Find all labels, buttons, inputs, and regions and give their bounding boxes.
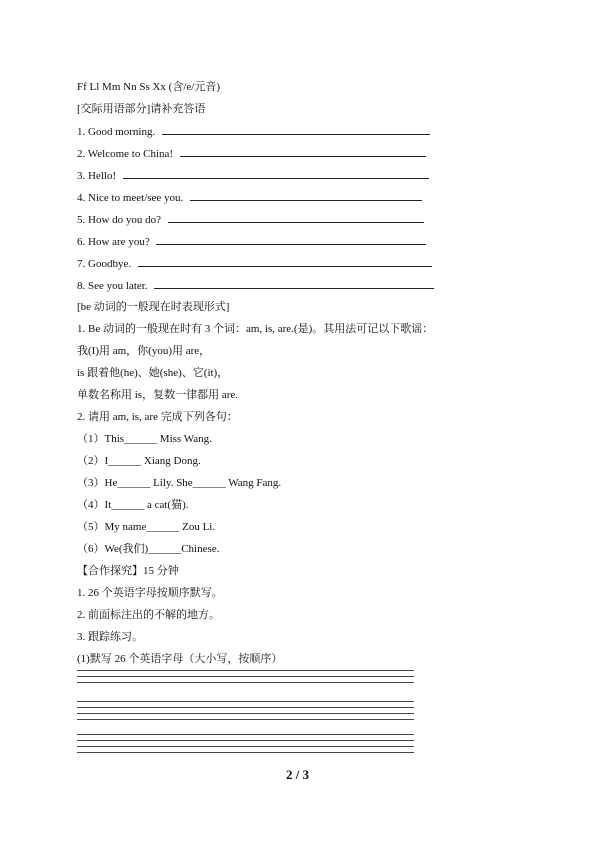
writing-line[interactable] bbox=[77, 719, 414, 720]
writing-line[interactable] bbox=[77, 676, 414, 677]
answer-blank[interactable] bbox=[154, 278, 434, 289]
writing-line[interactable] bbox=[77, 734, 414, 735]
answer-blank[interactable] bbox=[168, 212, 424, 223]
greeting-prompt: 4. Nice to meet/see you. bbox=[77, 192, 184, 204]
answer-blank[interactable] bbox=[162, 124, 430, 135]
greeting-item bbox=[77, 212, 424, 227]
fill-item: （5）My name______ Zou Li. bbox=[77, 521, 216, 533]
greeting-item bbox=[77, 234, 426, 249]
be-rule-text: 我(I)用 am，你(you)用 are， bbox=[77, 345, 211, 357]
exercise-label: (1)默写 26 个英语字母（大小写，按顺序） bbox=[77, 653, 283, 665]
page-number: 2 / 3 bbox=[285, 767, 310, 782]
writing-line[interactable] bbox=[77, 746, 414, 747]
fill-instructions: 2. 请用 am, is, are 完成下列各句： bbox=[77, 411, 238, 423]
section-title-be-verb: [be 动词的一般现在时表现形式] bbox=[77, 301, 230, 313]
greeting-prompt: 1. Good morning. bbox=[77, 126, 156, 138]
writing-line[interactable] bbox=[77, 740, 414, 741]
greeting-prompt: 8. See you later. bbox=[77, 280, 148, 292]
greeting-item bbox=[77, 190, 422, 205]
greeting-item bbox=[77, 278, 434, 293]
answer-blank[interactable] bbox=[123, 168, 429, 179]
be-rule-text: is 跟着他(he)、她(she)、它(it)， bbox=[77, 367, 229, 379]
writing-line[interactable] bbox=[77, 670, 414, 671]
greeting-item bbox=[77, 256, 432, 271]
coop-item: 3. 跟踪练习。 bbox=[77, 631, 143, 643]
answer-blank[interactable] bbox=[190, 190, 422, 201]
greeting-prompt: 7. Goodbye. bbox=[77, 258, 132, 270]
greeting-prompt: 5. How do you do? bbox=[77, 214, 162, 226]
writing-line[interactable] bbox=[77, 682, 414, 683]
writing-line[interactable] bbox=[77, 701, 414, 702]
section-title-greetings: [交际用语部分]请补充答语 bbox=[77, 103, 206, 115]
be-rule-text: 1. Be 动词的一般现在时有 3 个词：am, is, are.(是)。其用法可记以下歌谣： bbox=[77, 323, 434, 335]
fill-item: （4）It______ a cat(猫). bbox=[77, 499, 189, 511]
answer-blank[interactable] bbox=[180, 146, 426, 157]
greeting-item bbox=[77, 168, 429, 183]
be-rule-text: 单数名称用 is，复数一律都用 are. bbox=[77, 389, 239, 401]
greeting-prompt: 2. Welcome to China! bbox=[77, 148, 174, 160]
fill-item: （1）This______ Miss Wang. bbox=[77, 433, 212, 445]
writing-line[interactable] bbox=[77, 752, 414, 753]
greeting-item bbox=[77, 146, 426, 161]
fill-item: （6）We(我们)______Chinese. bbox=[77, 543, 220, 555]
answer-blank[interactable] bbox=[138, 256, 432, 267]
writing-line[interactable] bbox=[77, 713, 414, 714]
coop-item: 1. 26 个英语字母按顺序默写。 bbox=[77, 587, 223, 599]
coop-item: 2. 前面标注出的不解的地方。 bbox=[77, 609, 220, 621]
fill-item: （2）I______ Xiang Dong. bbox=[77, 455, 201, 467]
writing-line[interactable] bbox=[77, 707, 414, 708]
fill-item: （3）He______ Lily. She______ Wang Fang. bbox=[77, 477, 282, 489]
letters-line: Ff Ll Mm Nn Ss Xx (含/e/元音) bbox=[77, 81, 220, 93]
greeting-prompt: 6. How are you? bbox=[77, 236, 150, 248]
answer-blank[interactable] bbox=[156, 234, 426, 245]
greeting-prompt: 3. Hello! bbox=[77, 170, 117, 182]
greeting-item bbox=[77, 124, 430, 139]
section-title-cooperative: 【合作探究】15 分钟 bbox=[77, 565, 179, 577]
